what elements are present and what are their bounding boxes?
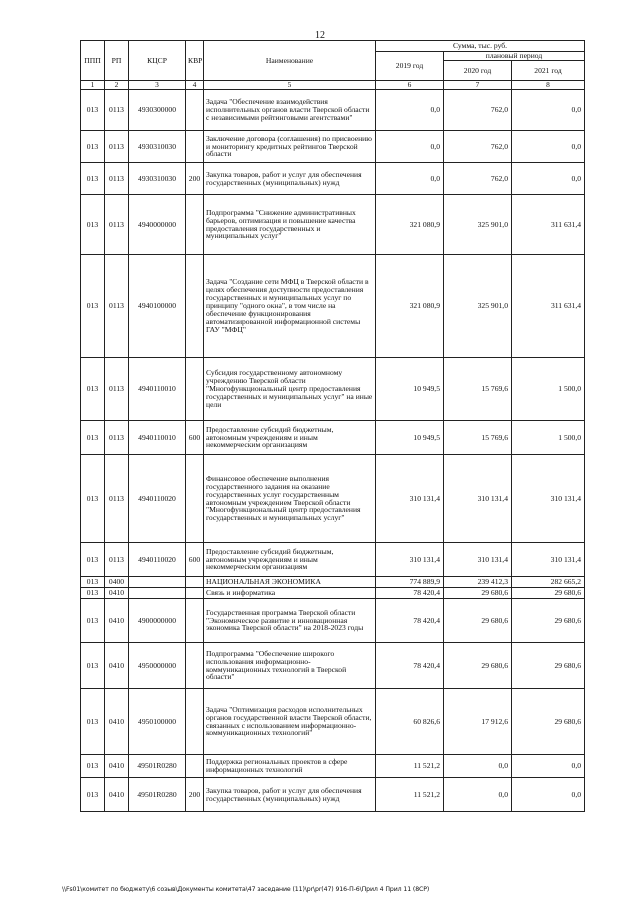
- value-2021-cell: 0,0: [512, 755, 585, 778]
- value-2020-cell: 310 131,4: [444, 543, 512, 577]
- value-2021-cell: 29 680,6: [512, 643, 585, 689]
- ppp-cell: 013: [81, 455, 105, 543]
- ppp-cell: 013: [81, 358, 105, 421]
- kvr-cell: [186, 195, 204, 255]
- ppp-cell: 013: [81, 689, 105, 755]
- kvr-cell: [186, 358, 204, 421]
- name-cell: Закупка товаров, работ и услуг для обеспечения государственных (муниципальных) нужд: [204, 163, 376, 195]
- rp-cell: 0113: [105, 255, 129, 358]
- table-row: [81, 131, 585, 163]
- kvr-cell: [186, 755, 204, 778]
- value-2021-cell: 311 631,4: [512, 195, 585, 255]
- value-2019-cell: 78 420,4: [376, 599, 444, 643]
- table-row: [81, 778, 585, 812]
- value-2020-cell: 239 412,3: [444, 577, 512, 588]
- kcsr-cell: 4930310030: [129, 131, 186, 163]
- name-cell: Государственная программа Тверской области "Экономическое развитие и инновационная экономика Тверской области" на 2018-2023 годы: [204, 599, 376, 643]
- value-2021-cell: 310 131,4: [512, 455, 585, 543]
- column-index-row: [81, 81, 585, 90]
- col-header-name: Наименование: [204, 41, 376, 81]
- rp-cell: 0113: [105, 543, 129, 577]
- column-index-cell: 4: [186, 81, 204, 90]
- column-index-cell: 2: [105, 81, 129, 90]
- ppp-cell: 013: [81, 643, 105, 689]
- kcsr-cell: 4940000000: [129, 195, 186, 255]
- table-row: [81, 577, 585, 588]
- table-row: [81, 90, 585, 131]
- value-2021-cell: 310 131,4: [512, 543, 585, 577]
- value-2021-cell: 29 680,6: [512, 599, 585, 643]
- table-row: [81, 255, 585, 358]
- ppp-cell: 013: [81, 131, 105, 163]
- kvr-cell: [186, 689, 204, 755]
- col-header-kvr: КВР: [186, 41, 204, 81]
- file-path-footer: \\Fs01\комитет по бюджету\6 созыв\Документы комитета\47 заседание (11)\pr\pr(47) 916-П-6\Прил 4 Прил 11 (8СР): [62, 886, 430, 893]
- col-header-rp: РП: [105, 41, 129, 81]
- name-cell: Субсидия государственному автономному учреждению Тверской области "Многофункциональный центр предоставления государственных и муниципальных услуг" на иные цели: [204, 358, 376, 421]
- ppp-cell: 013: [81, 599, 105, 643]
- name-cell: Задача "Обеспечение взаимодействия исполнительных органов власти Тверской области с независимыми рейтинговыми агентствами": [204, 90, 376, 131]
- value-2020-cell: 762,0: [444, 90, 512, 131]
- rp-cell: 0113: [105, 163, 129, 195]
- kvr-cell: 200: [186, 778, 204, 812]
- value-2019-cell: 11 521,2: [376, 778, 444, 812]
- kvr-cell: [186, 455, 204, 543]
- rp-cell: 0410: [105, 643, 129, 689]
- kcsr-cell: 4950000000: [129, 643, 186, 689]
- name-cell: Предоставление субсидий бюджетным, автономным учреждениям и иным некоммерческим организациям: [204, 543, 376, 577]
- kcsr-cell: [129, 577, 186, 588]
- kcsr-cell: 49501R0280: [129, 755, 186, 778]
- ppp-cell: 013: [81, 778, 105, 812]
- value-2020-cell: 762,0: [444, 131, 512, 163]
- value-2021-cell: 0,0: [512, 163, 585, 195]
- rp-cell: 0410: [105, 599, 129, 643]
- value-2021-cell: 1 500,0: [512, 358, 585, 421]
- kvr-cell: 600: [186, 421, 204, 455]
- name-cell: Подпрограмма "Снижение административных барьеров, оптимизация и повышение качества предоставления государственных и муниципальных услуг": [204, 195, 376, 255]
- value-2020-cell: 325 901,0: [444, 195, 512, 255]
- col-header-plan: плановый период: [444, 52, 585, 61]
- table-row: [81, 455, 585, 543]
- value-2020-cell: 15 769,6: [444, 421, 512, 455]
- rp-cell: 0113: [105, 195, 129, 255]
- rp-cell: 0113: [105, 455, 129, 543]
- kvr-cell: [186, 577, 204, 588]
- kcsr-cell: 4940110010: [129, 358, 186, 421]
- value-2019-cell: 0,0: [376, 163, 444, 195]
- rp-cell: 0410: [105, 689, 129, 755]
- ppp-cell: 013: [81, 755, 105, 778]
- value-2020-cell: 17 912,6: [444, 689, 512, 755]
- col-header-kcsr: КЦСР: [129, 41, 186, 81]
- page-number: 12: [315, 30, 325, 41]
- column-index-cell: 7: [444, 81, 512, 90]
- kcsr-cell: 49501R0280: [129, 778, 186, 812]
- name-cell: Предоставление субсидий бюджетным, автономным учреждениям и иным некоммерческим организациям: [204, 421, 376, 455]
- value-2019-cell: 0,0: [376, 131, 444, 163]
- name-cell: Заключение договора (соглашения) по присвоению и мониторингу кредитных рейтингов Тверской области: [204, 131, 376, 163]
- ppp-cell: 013: [81, 90, 105, 131]
- column-index-cell: 1: [81, 81, 105, 90]
- kvr-cell: 200: [186, 163, 204, 195]
- name-cell: НАЦИОНАЛЬНАЯ ЭКОНОМИКА: [204, 577, 376, 588]
- value-2019-cell: 78 420,4: [376, 588, 444, 599]
- ppp-cell: 013: [81, 195, 105, 255]
- budget-table: [80, 40, 585, 812]
- name-cell: Финансовое обеспечение выполнения государственного задания на оказание государственных услуг государственным автономным учреждением Тверской области "Многофункциональный центр предоставления государственных и муниципальных услуг": [204, 455, 376, 543]
- value-2020-cell: 0,0: [444, 778, 512, 812]
- ppp-cell: 013: [81, 543, 105, 577]
- kvr-cell: [186, 588, 204, 599]
- column-index-cell: 5: [204, 81, 376, 90]
- value-2020-cell: 29 680,6: [444, 599, 512, 643]
- kvr-cell: [186, 255, 204, 358]
- value-2019-cell: 321 080,9: [376, 195, 444, 255]
- value-2019-cell: 321 080,9: [376, 255, 444, 358]
- kcsr-cell: 4940110010: [129, 421, 186, 455]
- ppp-cell: 013: [81, 421, 105, 455]
- ppp-cell: 013: [81, 255, 105, 358]
- value-2021-cell: 29 680,6: [512, 588, 585, 599]
- name-cell: Подпрограмма "Обеспечение широкого использования информационно-коммуникационных технологий в Тверской области": [204, 643, 376, 689]
- table-row: [81, 588, 585, 599]
- value-2021-cell: 311 631,4: [512, 255, 585, 358]
- ppp-cell: 013: [81, 588, 105, 599]
- rp-cell: 0113: [105, 131, 129, 163]
- value-2020-cell: 29 680,6: [444, 643, 512, 689]
- value-2021-cell: 1 500,0: [512, 421, 585, 455]
- table-row: [81, 195, 585, 255]
- value-2020-cell: 15 769,6: [444, 358, 512, 421]
- table-row: [81, 643, 585, 689]
- table-row: [81, 599, 585, 643]
- column-index-cell: 6: [376, 81, 444, 90]
- rp-cell: 0400: [105, 577, 129, 588]
- value-2021-cell: 282 665,2: [512, 577, 585, 588]
- name-cell: Закупка товаров, работ и услуг для обеспечения государственных (муниципальных) нужд: [204, 778, 376, 812]
- value-2019-cell: 0,0: [376, 90, 444, 131]
- value-2019-cell: 774 889,9: [376, 577, 444, 588]
- value-2020-cell: 0,0: [444, 755, 512, 778]
- col-header-2021: 2021 год: [512, 61, 585, 81]
- col-header-ppp: ППП: [81, 41, 105, 81]
- ppp-cell: 013: [81, 163, 105, 195]
- kcsr-cell: 4940110020: [129, 543, 186, 577]
- kvr-cell: [186, 643, 204, 689]
- value-2020-cell: 325 901,0: [444, 255, 512, 358]
- kvr-cell: [186, 90, 204, 131]
- name-cell: Поддержка региональных проектов в сфере информационных технологий: [204, 755, 376, 778]
- value-2020-cell: 310 131,4: [444, 455, 512, 543]
- ppp-cell: 013: [81, 577, 105, 588]
- rp-cell: 0113: [105, 90, 129, 131]
- rp-cell: 0410: [105, 588, 129, 599]
- value-2019-cell: 10 949,5: [376, 421, 444, 455]
- table-row: [81, 689, 585, 755]
- value-2021-cell: 29 680,6: [512, 689, 585, 755]
- name-cell: Задача "Создание сети МФЦ в Тверской области в целях обеспечения доступности предоставления государственных и муниципальных услуг по принципу "одного окна", в том числе на обеспечение функционирования автоматизированной информационной системы ГАУ "МФЦ": [204, 255, 376, 358]
- value-2019-cell: 78 420,4: [376, 643, 444, 689]
- kcsr-cell: 4930300000: [129, 90, 186, 131]
- column-index-cell: 3: [129, 81, 186, 90]
- value-2021-cell: 0,0: [512, 778, 585, 812]
- name-cell: Задача "Оптимизация расходов исполнительных органов государственной власти Тверской области, связанных с использованием информационно-коммуникационных технологий": [204, 689, 376, 755]
- value-2021-cell: 0,0: [512, 131, 585, 163]
- value-2020-cell: 29 680,6: [444, 588, 512, 599]
- value-2019-cell: 310 131,4: [376, 543, 444, 577]
- kcsr-cell: 4950100000: [129, 689, 186, 755]
- value-2019-cell: 11 521,2: [376, 755, 444, 778]
- table-row: [81, 755, 585, 778]
- rp-cell: 0410: [105, 755, 129, 778]
- kcsr-cell: [129, 588, 186, 599]
- value-2020-cell: 762,0: [444, 163, 512, 195]
- rp-cell: 0113: [105, 358, 129, 421]
- value-2019-cell: 310 131,4: [376, 455, 444, 543]
- col-header-2020: 2020 год: [444, 61, 512, 81]
- kcsr-cell: 4900000000: [129, 599, 186, 643]
- kvr-cell: [186, 131, 204, 163]
- rp-cell: 0410: [105, 778, 129, 812]
- col-header-sum: Сумма, тыс. руб.: [376, 41, 585, 52]
- kvr-cell: [186, 599, 204, 643]
- name-cell: Связь и информатика: [204, 588, 376, 599]
- column-index-cell: 8: [512, 81, 585, 90]
- table-row: [81, 421, 585, 455]
- value-2021-cell: 0,0: [512, 90, 585, 131]
- value-2019-cell: 10 949,5: [376, 358, 444, 421]
- kcsr-cell: 4940110020: [129, 455, 186, 543]
- table-row: [81, 163, 585, 195]
- kvr-cell: 600: [186, 543, 204, 577]
- table-row: [81, 358, 585, 421]
- kcsr-cell: 4940100000: [129, 255, 186, 358]
- kcsr-cell: 4930310030: [129, 163, 186, 195]
- value-2019-cell: 60 826,6: [376, 689, 444, 755]
- table-row: [81, 543, 585, 577]
- col-header-2019: 2019 год: [376, 52, 444, 81]
- rp-cell: 0113: [105, 421, 129, 455]
